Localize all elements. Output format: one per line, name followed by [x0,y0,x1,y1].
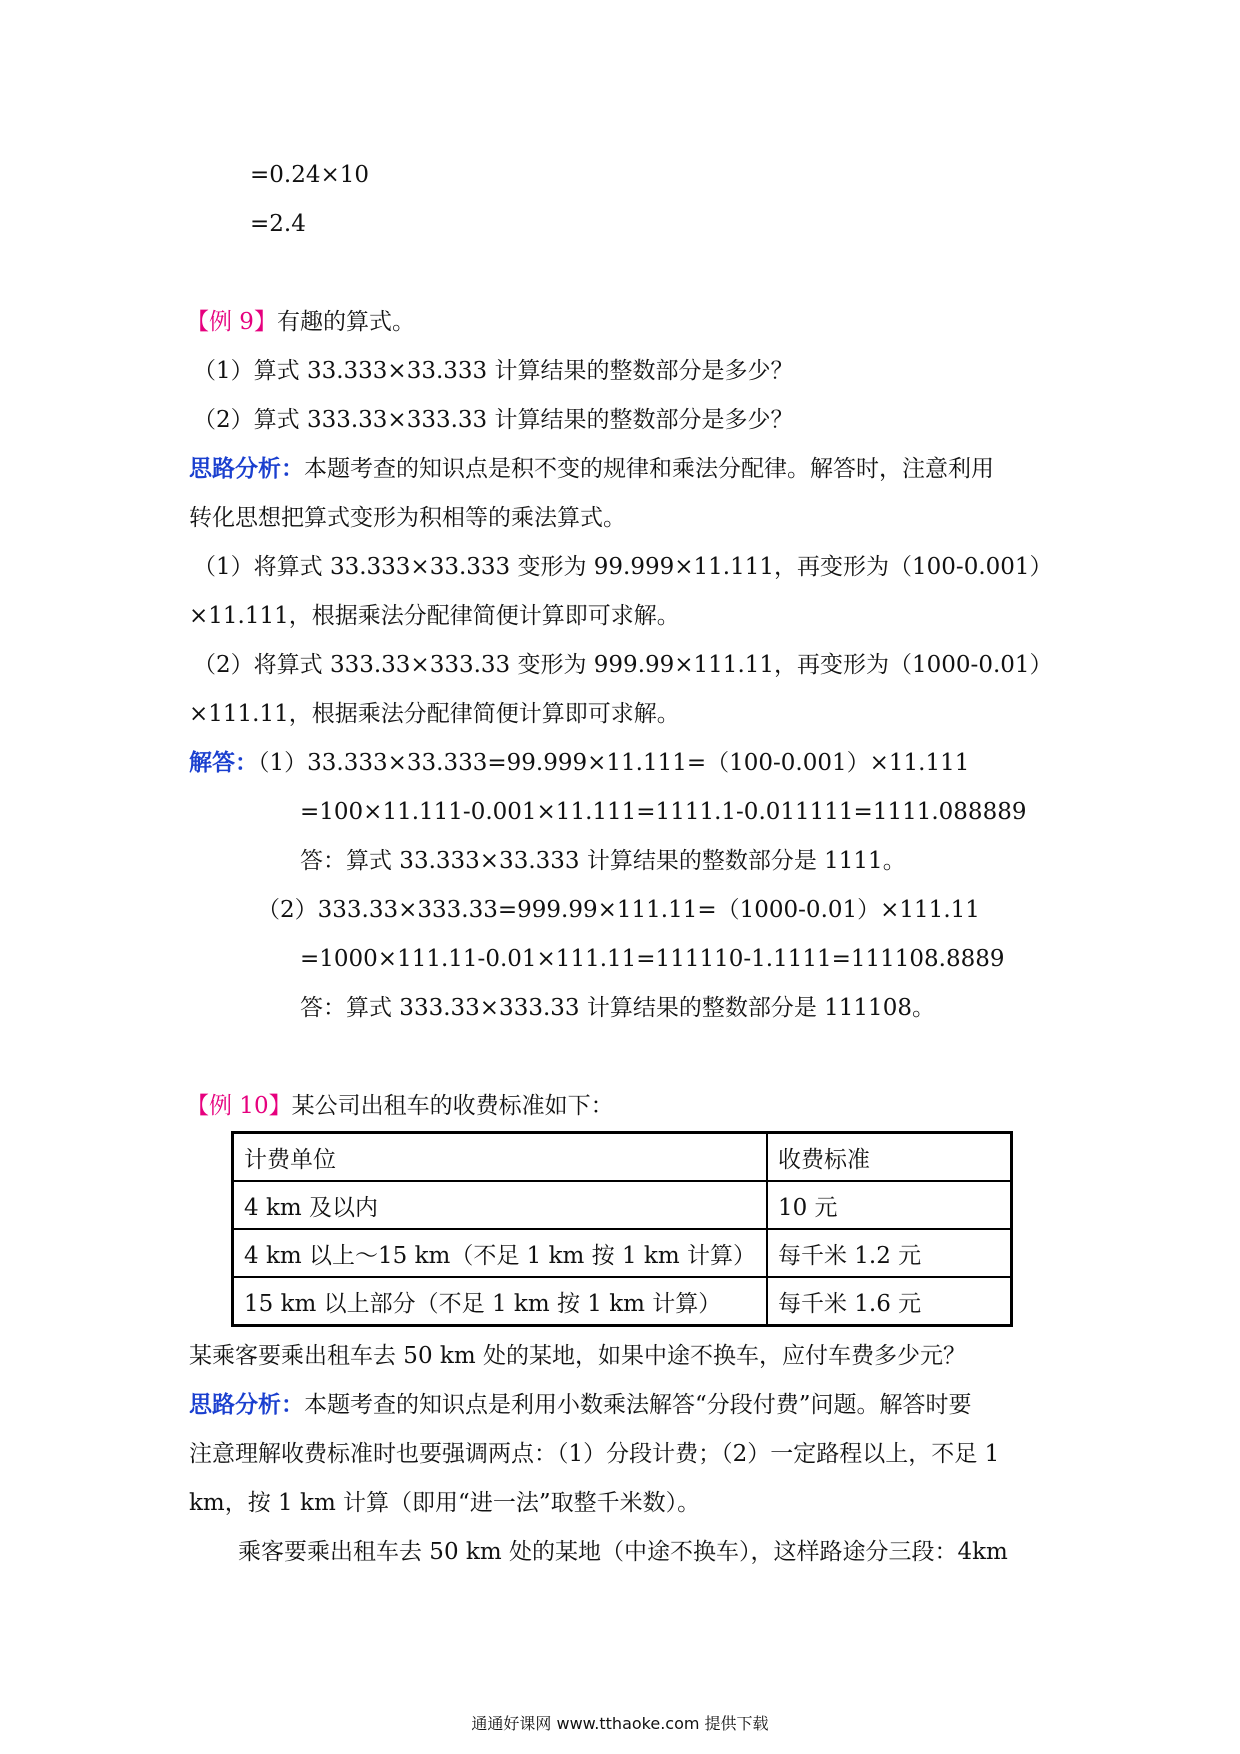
example-9-heading [186,307,415,337]
table-cell: 4 km 以上～15 km（不足 1 km 按 1 km 计算） [233,1229,767,1277]
example-9-title: 有趣的算式。 [276,309,415,335]
example-10-tag: 【例 10】 [186,1093,292,1119]
solution-line: =1000×111.11-0.01×111.11=111110-1.1111=111108.8889 [300,946,1005,972]
analysis-step: （1）将算式 33.333×33.333 变形为 99.999×11.111，再变形为（100-0.001） [193,554,1053,580]
analysis-text: 本题考查的知识点是利用小数乘法解答“分段付费”问题。解答时要 [304,1392,972,1418]
calc-line: =2.4 [250,211,306,237]
example-10-heading [186,1091,614,1121]
analysis-line [189,454,994,484]
solution-line [189,748,969,778]
analysis-step: ×111.11，根据乘法分配律简便计算即可求解。 [189,701,680,727]
table-row [233,1229,1012,1277]
table-row [233,1277,1012,1326]
analysis-label: 思路分析： [189,1392,304,1418]
calc-line: =0.24×10 [250,162,370,188]
table-cell: 4 km 及以内 [233,1181,767,1229]
example-10-title: 某公司出租车的收费标准如下： [291,1093,614,1119]
solution-text: （1）33.333×33.333=99.999×11.111=（100-0.001）×11.111 [258,750,970,776]
analysis-text: 本题考查的知识点是积不变的规律和乘法分配律。解答时，注意利用 [304,456,994,482]
analysis-line: 注意理解收费标准时也要强调两点：（1）分段计费；（2）一定路程以上，不足 1 [189,1441,1000,1467]
analysis-line [189,1390,972,1420]
solution-label: 解答： [189,750,258,776]
table-header-row [233,1133,1012,1182]
table-cell: 15 km 以上部分（不足 1 km 按 1 km 计算） [233,1277,767,1326]
answer-line: 答：算式 33.333×33.333 计算结果的整数部分是 1111。 [300,848,906,874]
table-header-cell: 收费标准 [767,1133,1012,1182]
fee-table [231,1131,1013,1327]
table-cell: 每千米 1.2 元 [767,1229,1012,1277]
solution-line: =100×11.111-0.001×11.111=1111.1-0.011111=1111.088889 [300,799,1027,825]
table-row [233,1181,1012,1229]
page-footer: 通通好课网 www.tthaoke.com 提供下载 [471,1714,769,1733]
analysis-label: 思路分析： [189,456,304,482]
table-header-cell: 计费单位 [233,1133,767,1182]
body-line: 乘客要乘出租车去 50 km 处的某地（中途不换车），这样路途分三段：4km [238,1539,1008,1565]
analysis-line: 转化思想把算式变形为积相等的乘法算式。 [189,505,626,531]
table-cell: 10 元 [767,1181,1012,1229]
question-2: （2）算式 333.33×333.33 计算结果的整数部分是多少？ [193,407,794,433]
analysis-line: km，按 1 km 计算（即用“进一法”取整千米数）。 [189,1490,701,1516]
analysis-step: （2）将算式 333.33×333.33 变形为 999.99×111.11，再变形为（1000-0.01） [193,652,1053,678]
question-1: （1）算式 33.333×33.333 计算结果的整数部分是多少？ [193,358,794,384]
question-line: 某乘客要乘出租车去 50 km 处的某地，如果中途不换车，应付车费多少元？ [189,1343,966,1369]
analysis-step: ×11.111，根据乘法分配律简便计算即可求解。 [189,603,680,629]
answer-line: 答：算式 333.33×333.33 计算结果的整数部分是 111108。 [300,995,935,1021]
example-9-tag: 【例 9】 [186,309,277,335]
table-cell: 每千米 1.6 元 [767,1277,1012,1326]
solution-line: （2）333.33×333.33=999.99×111.11=（1000-0.01）×111.11 [257,897,980,923]
